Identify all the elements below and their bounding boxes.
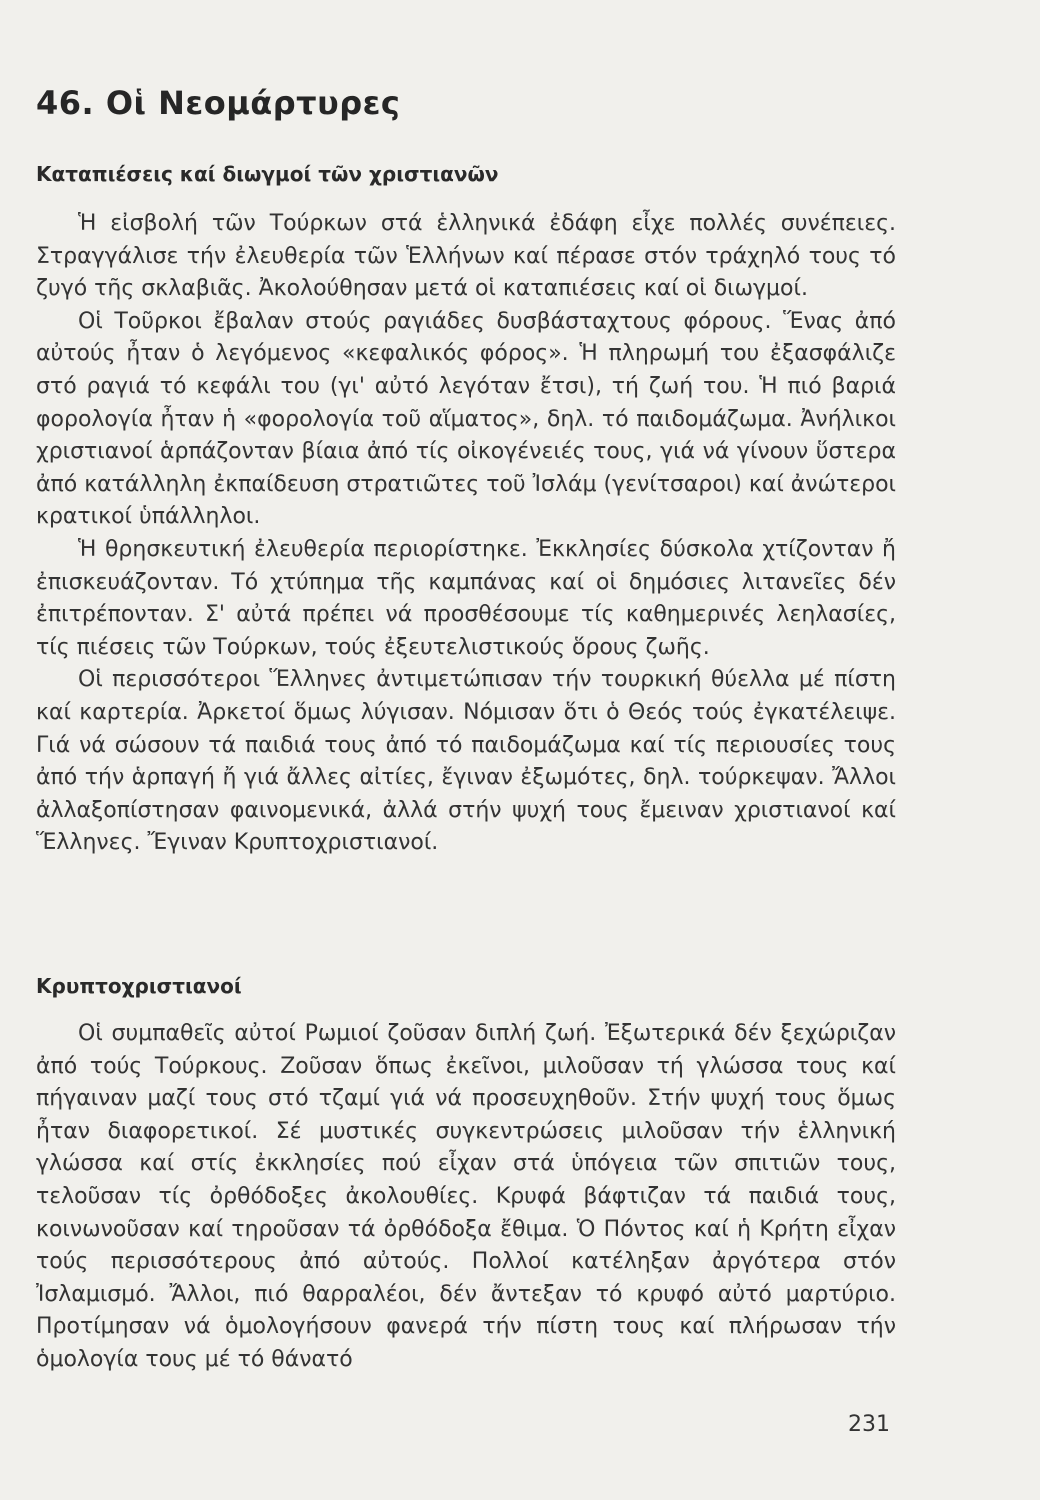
paragraph: Ἡ θρησκευτική ἐλευθερία περιορίστηκε. Ἐκκλησίες δύσκολα χτίζονταν ἤ ἐπισκευάζονταν. Τό χτύπημα τῆς καμπάνας καί οἱ δημόσιες λιτανεῖες δέν ἐπιτρέπονταν. Σ' αὐτά πρέπει νά προσθέσουμε τίς καθημερινές λεηλασίες, τίς πιέσεις τῶν Τούρκων, τούς ἐξευτελιστικούς ὅρους ζωῆς. (36, 536, 896, 660)
paragraph: Οἱ Τοῦρκοι ἔβαλαν στούς ραγιάδες δυσβάσταχτους φόρους. Ἕνας ἀπό αὐτούς ἦταν ὁ λεγόμενος «κεφαλικός φόρος». Ἡ πληρωμή του ἐξασφάλιζε στό ραγιά τό κεφάλι του (γι' αὐτό λεγόταν ἔτσι), τή ζωή του. Ἡ πιό βαριά φορολογία ἦταν ἡ «φορολογία τοῦ αἵματος», δηλ. τό παιδομάζωμα. Ἀνήλικοι χριστιανοί ἁρπάζονταν βίαια ἀπό τίς οἰκογένειές τους, γιά νά γίνουν ὕστερα ἀπό κατάλληλη ἐκπαίδευση στρατιῶτες τοῦ Ἰσλάμ (γενίτσαροι) καί ἀνώτεροι κρατικοί ὑπάλληλοι. (36, 308, 896, 530)
page-number: 231 (848, 1412, 890, 1437)
section-heading-persecutions: Καταπιέσεις καί διωγμοί τῶν χριστιανῶν (36, 162, 499, 186)
chapter-title: 46. Οἱ Νεομάρτυρες (36, 84, 401, 122)
section-body-cryptochristians (36, 1018, 896, 1377)
section-body-persecutions (36, 208, 896, 860)
section-heading-cryptochristians: Κρυπτοχριστιανοί (36, 974, 242, 998)
paragraph: Ἡ εἰσβολή τῶν Τούρκων στά ἑλληνικά ἐδάφη εἶχε πολλές συνέπειες. Στραγγάλισε τήν ἐλευθερία τῶν Ἑλλήνων καί πέρασε στόν τράχηλό τους τό ζυγό τῆς σκλαβιᾶς. Ἀκολούθησαν μετά οἱ καταπιέσεις καί οἱ διωγμοί. (36, 211, 896, 302)
paragraph: Οἱ περισσότεροι Ἕλληνες ἀντιμετώπισαν τήν τουρκική θύελλα μέ πίστη καί καρτερία. Ἀρκετοί ὅμως λύγισαν. Νόμισαν ὅτι ὁ Θεός τούς ἐγκατέλειψε. Γιά νά σώσουν τά παιδιά τους ἀπό τό παιδομάζωμα καί τίς περιουσίες τους ἀπό τήν ἁρπαγή ἤ γιά ἄλλες αἰτίες, ἔγιναν ἐξωμότες, δηλ. τούρκεψαν. Ἄλλοι ἀλλαξοπίστησαν φαινομενικά, ἀλλά στήν ψυχή τους ἔμειναν χριστιανοί καί Ἕλληνες. Ἔγιναν Κρυπτοχριστιανοί. (36, 667, 896, 856)
paragraph: Οἱ συμπαθεῖς αὐτοί Ρωμιοί ζοῦσαν διπλή ζωή. Ἐξωτερικά δέν ξεχώριζαν ἀπό τούς Τούρκους. Ζοῦσαν ὅπως ἐκεῖνοι, μιλοῦσαν τή γλώσσα τους καί πήγαιναν μαζί τους στό τζαμί γιά νά προσευχηθοῦν. Στήν ψυχή τους ὅμως ἦταν διαφορετικοί. Σέ μυστικές συγκεντρώσεις μιλοῦσαν τήν ἑλληνική γλώσσα καί στίς ἐκκλησίες πού εἶχαν στά ὑπόγεια τῶν σπιτιῶν τους, τελοῦσαν τίς ὀρθόδοξες ἀκολουθίες. Κρυφά βάφτιζαν τά παιδιά τους, κοινωνοῦσαν καί τηροῦσαν τά ὀρθόδοξα ἔθιμα. Ὁ Πόντος καί ἡ Κρήτη εἶχαν τούς περισσότερους ἀπό αὐτούς. Πολλοί κατέληξαν ἀργότερα στόν Ἰσλαμισμό. Ἄλλοι, πιό θαρραλέοι, δέν ἄντεξαν τό κρυφό αὐτό μαρτύριο. Προτίμησαν νά ὁμολογήσουν φανερά τήν πίστη τους καί πλήρωσαν τήν ὁμολογία τους μέ τό θάνατό (36, 1021, 896, 1372)
